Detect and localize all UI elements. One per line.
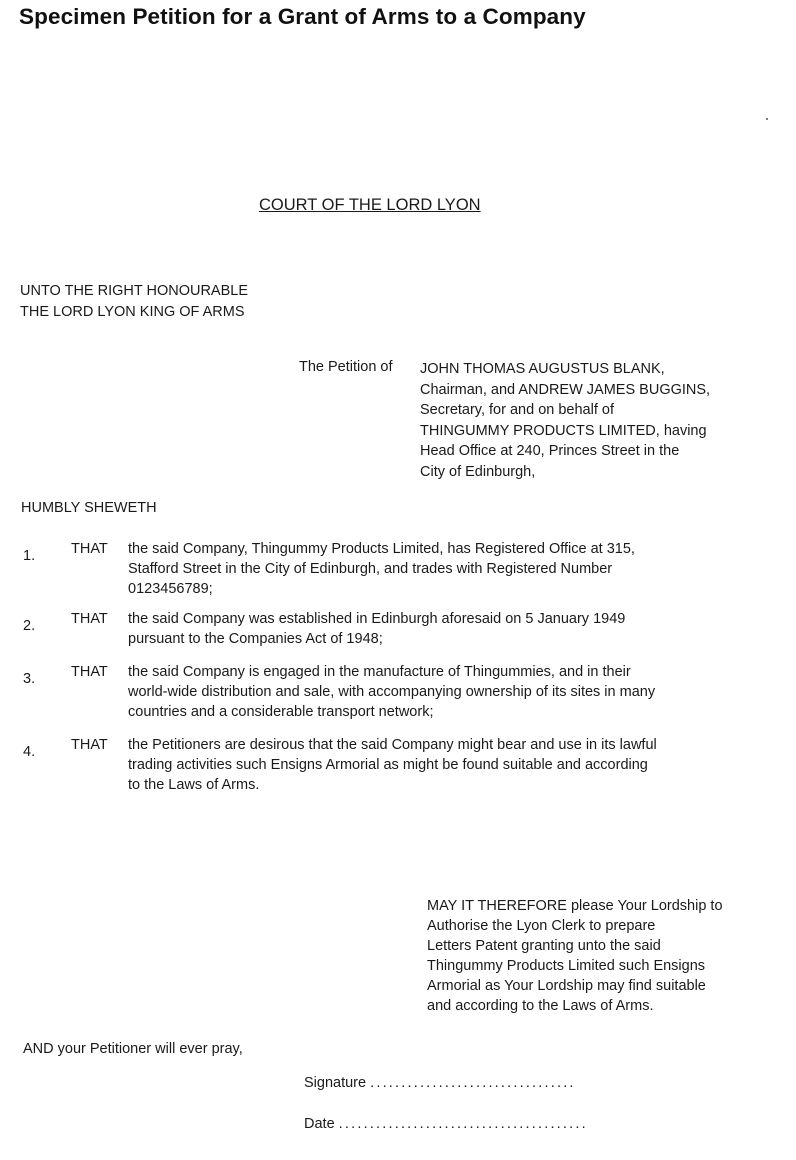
scan-speck: [766, 118, 768, 120]
petitioner-line: Secretary, for and on behalf of: [420, 402, 614, 418]
clause-keyword: THAT: [71, 664, 108, 680]
petition-label: The Petition of: [299, 359, 393, 375]
clause-line: the Petitioners are desirous that the said Company might bear and use in its lawful: [128, 737, 657, 753]
clause-keyword: THAT: [71, 737, 108, 753]
clause-line: to the Laws of Arms.: [128, 777, 260, 793]
petitioner-line: Head Office at 240, Princes Street in the: [420, 443, 680, 459]
signature-label: Signature: [304, 1075, 367, 1091]
prayer-line: and according to the Laws of Arms.: [427, 998, 654, 1014]
clause-text: [128, 662, 655, 722]
prayer-line: Authorise the Lyon Clerk to prepare: [427, 918, 656, 934]
clause-keyword: THAT: [71, 611, 108, 627]
clause-text: [128, 609, 625, 649]
prayer-line: Armorial as Your Lordship may find suitable: [427, 978, 706, 994]
prayer-line: MAY IT THEREFORE please Your Lordship to: [427, 898, 723, 914]
petitioner-line: Chairman, and ANDREW JAMES BUGGINS,: [420, 381, 711, 398]
clause-number: 3.: [23, 671, 36, 687]
clause-line: pursuant to the Companies Act of 1948;: [128, 631, 383, 647]
clause-number: 2.: [23, 618, 36, 634]
closing-line: AND your Petitioner will ever pray,: [23, 1041, 243, 1057]
addressee-line: UNTO THE RIGHT HONOURABLE: [20, 283, 249, 299]
prayer-line: Thingummy Products Limited such Ensigns: [427, 958, 706, 974]
clause-line: the said Company, Thingummy Products Limited, has Registered Office at 315,: [128, 541, 635, 557]
court-heading: COURT OF THE LORD LYON: [259, 196, 481, 214]
addressee-block: [20, 281, 248, 323]
signature-dotted-line[interactable]: .................................: [370, 1075, 576, 1091]
petitioner-line: JOHN THOMAS AUGUSTUS BLANK,: [420, 361, 665, 377]
date-dotted-line[interactable]: ........................................: [338, 1116, 588, 1132]
clause-text: [128, 539, 635, 599]
clause-line: world-wide distribution and sale, with accompanying ownership of its sites in many: [128, 684, 656, 700]
humbly-sheweth-heading: HUMBLY SHEWETH: [21, 500, 157, 516]
petitioner-details: [420, 359, 710, 482]
clause-number: 1.: [23, 548, 36, 564]
clause-text: [128, 735, 657, 795]
prayer-line: Letters Patent granting unto the said: [427, 938, 661, 954]
clause-line: trading activities such Ensigns Armorial as might be found suitable and according: [128, 757, 648, 773]
clause-line: Stafford Street in the City of Edinburgh, and trades with Registered Number: [128, 561, 613, 577]
petitioner-line: THINGUMMY PRODUCTS LIMITED, having: [420, 422, 707, 439]
signature-field[interactable]: [304, 1075, 576, 1091]
clause-number: 4.: [23, 744, 36, 760]
clause-line: the said Company is engaged in the manufacture of Thingummies, and in their: [128, 664, 631, 680]
page-title: Specimen Petition for a Grant of Arms to a Company: [19, 4, 586, 29]
clause-keyword: THAT: [71, 541, 108, 557]
clause-line: countries and a considerable transport network;: [128, 704, 434, 720]
prayer-block: [427, 896, 723, 1016]
clause-line: the said Company was established in Edinburgh aforesaid on 5 January 1949: [128, 611, 626, 627]
clause-line: 0123456789;: [128, 581, 213, 597]
date-label: Date: [304, 1116, 335, 1132]
petitioner-line: City of Edinburgh,: [420, 463, 536, 480]
date-field[interactable]: [304, 1116, 588, 1132]
addressee-line: THE LORD LYON KING OF ARMS: [20, 304, 245, 320]
